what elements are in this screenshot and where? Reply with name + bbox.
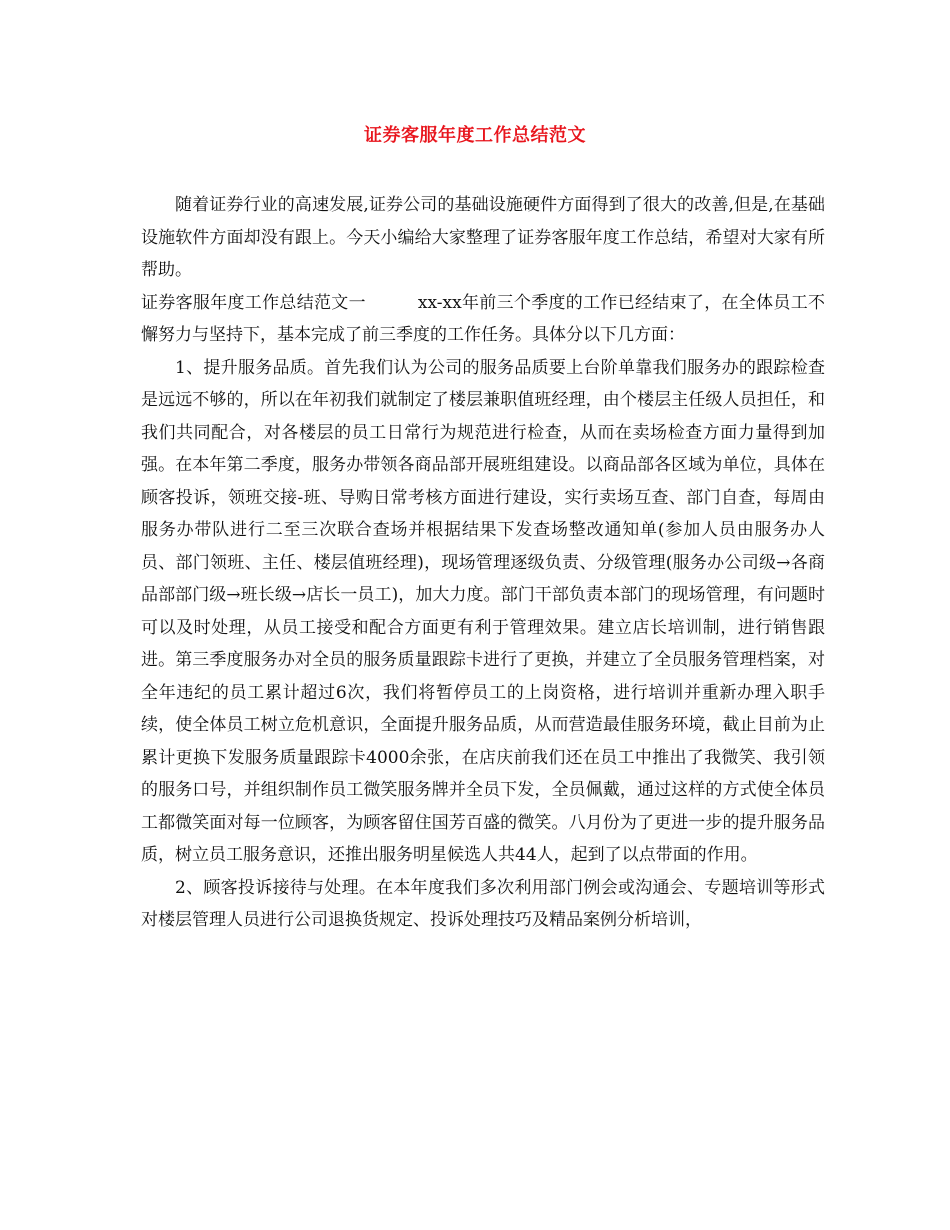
intro-paragraph: 随着证券行业的高速发展,证券公司的基础设施硬件方面得到了很大的改善,但是,在基础设施软件方面却没有跟上。今天小编给大家整理了证券客服年度工作总结，希望对大家有所帮助。 (141, 195, 825, 280)
document-title: 证券客服年度工作总结范文 (364, 125, 586, 146)
section-heading: 证券客服年度工作总结范文一 (141, 292, 366, 313)
section-paragraph (141, 287, 825, 352)
document-body (141, 189, 825, 937)
item-1-paragraph: 1、提升服务品质。首先我们认为公司的服务品质要上台阶单靠我们服务办的跟踪检查是远远不够的，所以在年初我们就制定了楼层兼职值班经理，由个楼层主任级人员担任，和我们共同配合，对各楼层的员工日常行为规范进行检查，从而在卖场检查方面力量得到加强。在本年第二季度，服务办带领各商品部开展班组建设。以商品部各区域为单位，具体在顾客投诉，领班交接-班、导购日常考核方面进行建设，实行卖场互查、部门自查，每周由服务办带队进行二至三次联合查场并根据结果下发查场整改通知单(参加人员由服务办人员、部门领班、主任、楼层值班经理)，现场管理逐级负责、分级管理(服务办公司级→各商品部部门级→班长级→店长一员工)，加大力度。部门干部负责本部门的现场管理，有问题时可以及时处理，从员工接受和配合方面更有利于管理效果。建立店长培训制，进行销售跟进。第三季度服务办对全员的服务质量跟踪卡进行了更换，并建立了全员服务管理档案，对全年违纪的员工累计超过6次，我们将暂停员工的上岗资格，进行培训并重新办理入职手续，使全体员工树立危机意识，全面提升服务品质，从而营造最佳服务环境，截止目前为止累计更换下发服务质量跟踪卡4000余张，在店庆前我们还在员工中推出了我微笑、我引领的服务口号，并组织制作员工微笑服务牌并全员下发，全员佩戴，通过这样的方式使全体员工都微笑面对每一位顾客，为顾客留住国芳百盛的微笑。八月份为了更进一步的提升服务品质，树立员工服务意识，还推出服务明星候选人共44人，起到了以点带面的作用。 (141, 357, 825, 865)
item-2-paragraph: 2、顾客投诉接待与处理。在本年度我们多次利用部门例会或沟通会、专题培训等形式对楼层管理人员进行公司退换货规定、投诉处理技巧及精品案例分析培训， (141, 877, 825, 930)
section-intro: xx-xx年前三个季度的工作已经结束了，在全体员工不懈努力与坚持下，基本完成了前三季度的工作任务。具体分以下几方面： (141, 292, 826, 345)
